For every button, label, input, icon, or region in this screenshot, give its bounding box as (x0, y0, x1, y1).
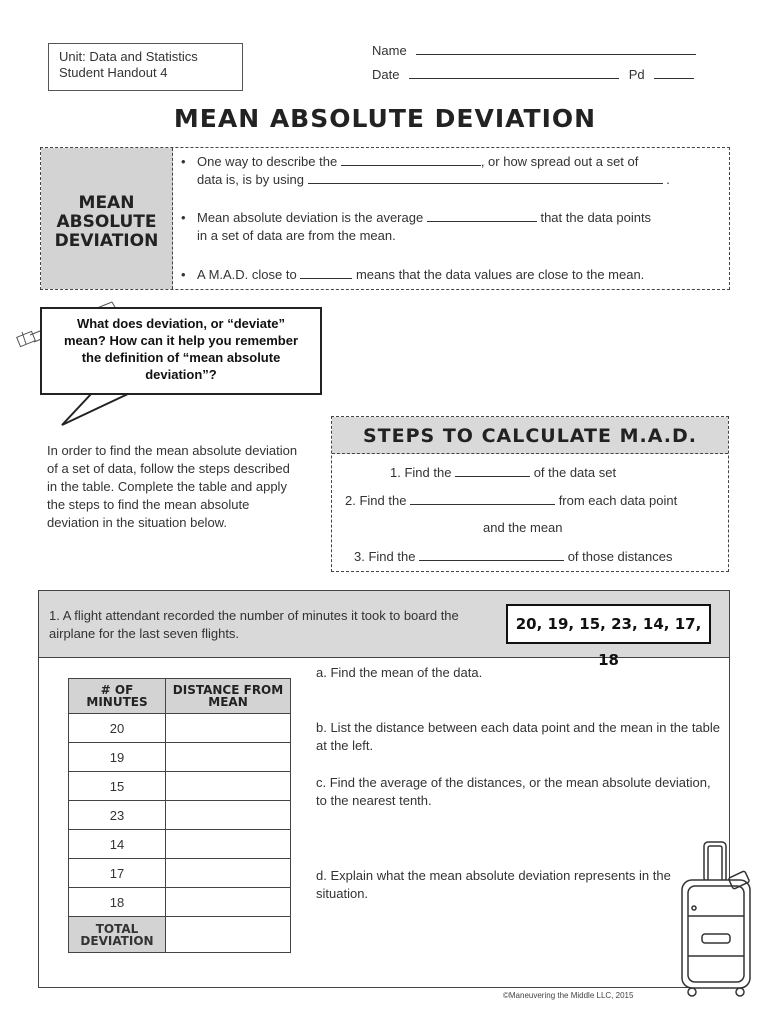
minutes-cell: 23 (69, 801, 166, 830)
total-row (69, 917, 291, 953)
step-3-text-b: of those distances (567, 549, 673, 564)
pd-label: Pd (628, 67, 645, 82)
bullet-2-text-a: Mean absolute deviation is the average (197, 210, 424, 225)
name-field[interactable] (372, 43, 696, 58)
table-row (69, 830, 291, 859)
step-1-text-b: of the data set (533, 465, 617, 480)
blank-4[interactable] (300, 267, 352, 279)
col-minutes-header: # OF MINUTES (69, 679, 166, 714)
blank-1[interactable] (341, 154, 481, 166)
col-distance-header: DISTANCE FROM MEAN (166, 679, 291, 714)
distance-cell[interactable] (166, 743, 291, 772)
blank-2[interactable] (308, 172, 663, 184)
table-row (69, 772, 291, 801)
suitcase-icon (676, 838, 760, 1000)
step-2-blank[interactable] (410, 493, 555, 505)
pd-blank[interactable] (654, 67, 694, 79)
bullet-2-text-c: in a set of data are from the mean. (197, 228, 396, 243)
step-1 (390, 465, 616, 480)
step-2-text-a: 2. Find the (345, 493, 407, 508)
speech-bubble: What does deviation, or “deviate” mean? How can it help you remember the definition of “mean absolute deviation”? (40, 307, 322, 395)
data-table (68, 678, 291, 953)
minutes-cell: 19 (69, 743, 166, 772)
bullet-3-text-b: means that the data values are close to the mean. (355, 267, 645, 282)
bullet-3: • A M.A.D. close to means that the data values are close to the mean. (181, 267, 645, 282)
table-row (69, 888, 291, 917)
bullet-1-text-c: data is, is by using (197, 172, 304, 187)
unit-label: Unit: Data and Statistics (59, 49, 198, 64)
table-row (69, 743, 291, 772)
unit-info-box (48, 43, 243, 91)
page-title: MEAN ABSOLUTE DEVIATION (173, 104, 597, 133)
copyright-footer: ©Maneuvering the Middle LLC, 2015 (503, 991, 634, 1000)
bullet-1: • One way to describe the , or how spread out a set of data is, is by using . (181, 154, 670, 187)
distance-cell[interactable] (166, 714, 291, 743)
intro-text: In order to find the mean absolute deviation of a set of data, follow the steps described in the table. Complete the table and apply the steps to find the mean absolute deviation in the situation below. (47, 443, 298, 530)
mad-definition-box (40, 147, 730, 290)
step-3-blank[interactable] (419, 549, 564, 561)
table-row (69, 714, 291, 743)
distance-cell[interactable] (166, 830, 291, 859)
date-field[interactable] (372, 67, 694, 82)
step-3-text-a: 3. Find the (354, 549, 416, 564)
bullet-1-text-d: . (666, 172, 670, 187)
distance-cell[interactable] (166, 772, 291, 801)
step-2-text-b: from each data point (558, 493, 678, 508)
step-3 (354, 549, 672, 564)
data-set-box: 20, 19, 15, 23, 14, 17, 18 (506, 604, 711, 644)
date-label: Date (372, 67, 400, 82)
problem-header (39, 591, 729, 669)
total-label: TOTAL DEVIATION (69, 917, 166, 953)
question-c: c. Find the average of the distances, or the mean absolute deviation, to the nearest tenth. (316, 775, 711, 808)
name-blank[interactable] (416, 43, 696, 55)
step-1-blank[interactable] (455, 465, 530, 477)
name-label: Name (372, 43, 407, 58)
minutes-cell: 14 (69, 830, 166, 859)
total-cell[interactable] (166, 917, 291, 953)
table-row (69, 859, 291, 888)
distance-cell[interactable] (166, 888, 291, 917)
steps-box (331, 416, 729, 572)
date-blank[interactable] (409, 67, 619, 79)
bullet-2-text-b: that the data points (540, 210, 652, 225)
bullet-1-text-b: , or how spread out a set of (480, 154, 639, 169)
bullet-2: • Mean absolute deviation is the average that the data points in a set of data are from the mean. (181, 210, 652, 243)
bullet-1-text-a: One way to describe the (197, 154, 338, 169)
minutes-cell: 15 (69, 772, 166, 801)
distance-cell[interactable] (166, 859, 291, 888)
step-2 (345, 493, 677, 508)
step-2-cont: and the mean (483, 520, 563, 535)
table-row (69, 801, 291, 830)
steps-title: STEPS TO CALCULATE M.A.D. (332, 417, 728, 454)
blank-3[interactable] (427, 210, 537, 222)
distance-cell[interactable] (166, 801, 291, 830)
problem-text: 1. A flight attendant recorded the number of minutes it took to board the airplane for the last seven flights. (49, 608, 459, 641)
minutes-cell: 20 (69, 714, 166, 743)
bullet-3-text-a: A M.A.D. close to (197, 267, 297, 282)
question-d: d. Explain what the mean absolute deviation represents in the situation. (316, 868, 671, 901)
mad-side-label: MEAN ABSOLUTE DEVIATION (41, 148, 173, 289)
question-a: a. Find the mean of the data. (316, 665, 483, 680)
minutes-cell: 17 (69, 859, 166, 888)
handout-label: Student Handout 4 (59, 65, 168, 80)
question-b: b. List the distance between each data point and the mean in the table at the left. (316, 720, 721, 753)
table-header-row (69, 679, 291, 714)
minutes-cell: 18 (69, 888, 166, 917)
step-1-text-a: 1. Find the (390, 465, 452, 480)
